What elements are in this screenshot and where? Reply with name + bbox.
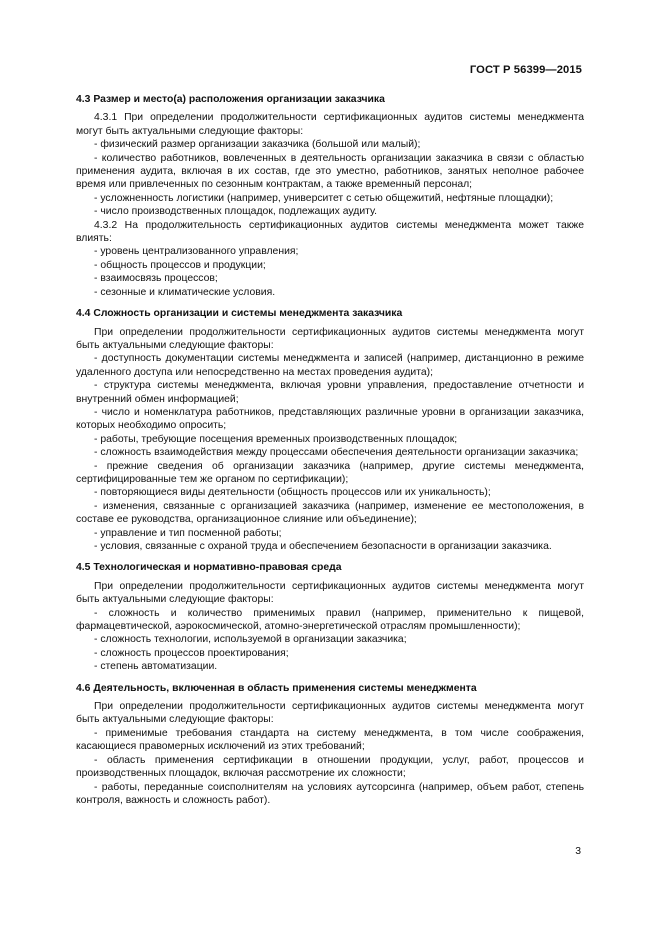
list-item: - условия, связанные с охраной труда и обеспечением безопасности в организации заказчика. bbox=[94, 541, 552, 552]
list-item: - область применения сертификации в отношении продукции, услуг, работ, процессов и производственных площадок, включая рассмотрение их сложности; bbox=[76, 754, 584, 780]
list-item: - сложность взаимодействия между процессами обеспечения деятельности организации заказчика; bbox=[94, 447, 579, 459]
section-4-4 bbox=[76, 307, 584, 553]
list-item: - прежние сведения об организации заказчика (например, другие системы менеджмента, сертифицированные тем же органом по сертификации); bbox=[76, 460, 584, 485]
list-item: - применимые требования стандарта на систему менеджмента, в том числе соображения, касающиеся правомерных исключений из этих требований; bbox=[76, 727, 584, 753]
list-item: - сложность и количество применимых правил (например, применительно к пищевой, фармацевтической, аэрокосмической, атомно-энергетической отраслям промышленности); bbox=[76, 607, 584, 633]
list-item: - структура системы менеджмента, включая уровни управления, предоставление отчетности и внутренний обмен информацией; bbox=[76, 380, 584, 405]
paragraph: При определении продолжительности сертификационных аудитов системы менеджмента могут быть актуальными следующие факторы: bbox=[76, 580, 584, 606]
list-item: - уровень централизованного управления; bbox=[94, 246, 299, 258]
document-designation: ГОСТ Р 56399—2015 bbox=[469, 64, 582, 76]
section-heading: 4.5 Технологическая и нормативно-правовая среда bbox=[76, 562, 342, 574]
list-item: - изменения, связанные с организацией заказчика (например, изменение ее местоположения, в составе ее руководства, организационное слияние или объединение); bbox=[76, 500, 584, 526]
paragraph: При определении продолжительности сертификационных аудитов системы менеджмента могут быть актуальными следующие факторы: bbox=[76, 326, 584, 351]
section-4-6 bbox=[76, 682, 584, 808]
list-item: - физический размер организации заказчика (большой или малый); bbox=[94, 139, 421, 151]
paragraph: 4.3.2 На продолжительность сертификационных аудитов системы менеджмента может также влиять: bbox=[76, 219, 584, 245]
document-body bbox=[76, 93, 584, 815]
list-item: - работы, переданные соисполнителям на условиях аутсорсинга (например, объем работ, степень контроля, важность и сложность работ). bbox=[76, 781, 584, 806]
list-item: - повторяющиеся виды деятельности (общность процессов или их уникальность); bbox=[94, 487, 491, 499]
section-heading: 4.3 Размер и место(а) расположения организации заказчика bbox=[76, 94, 385, 105]
list-item: - работы, требующие посещения временных производственных площадок; bbox=[94, 433, 458, 445]
list-item: - сезонные и климатические условия. bbox=[94, 286, 276, 298]
list-item: - усложненность логистики (например, университет с сетью общежитий, нефтяные площадки); bbox=[94, 192, 554, 204]
section-4-5 bbox=[76, 561, 584, 673]
list-item: - сложность процессов проектирования; bbox=[94, 647, 289, 659]
list-item: - взаимосвязь процессов; bbox=[94, 273, 218, 285]
page-number: 3 bbox=[575, 846, 581, 857]
paragraph: При определении продолжительности сертификационных аудитов системы менеджмента могут быть актуальными следующие факторы: bbox=[76, 701, 584, 726]
section-heading: 4.6 Деятельность, включенная в область применения системы менеджмента bbox=[76, 682, 477, 694]
list-item: - сложность технологии, используемой в организации заказчика; bbox=[94, 634, 407, 646]
section-heading: 4.4 Сложность организации и системы менеджмента заказчика bbox=[76, 308, 403, 320]
section-4-3 bbox=[76, 93, 584, 299]
list-item: - общность процессов и продукции; bbox=[94, 259, 266, 271]
list-item: - количество работников, вовлеченных в деятельность организации заказчика в связи с областью применения аудита, включая в их состав, где это уместно, работников, занятых неполное рабочее время или привлеченных по сезонным контрактам, а также временный персонал; bbox=[76, 152, 584, 191]
list-item: - степень автоматизации. bbox=[94, 661, 218, 673]
list-item: - управление и тип посменной работы; bbox=[94, 527, 282, 539]
paragraph: 4.3.1 При определении продолжительности сертификационных аудитов системы менеджмента могут быть актуальными следующие факторы: bbox=[76, 112, 584, 137]
list-item: - доступность документации системы менеджмента и записей (например, дистанционно в режиме удаленного доступа или непосредственно на местах проведения аудита); bbox=[76, 353, 584, 378]
list-item: - число и номенклатура работников, представляющих различные уровни в организации заказчика, которых необходимо опросить; bbox=[76, 406, 584, 432]
list-item: - число производственных площадок, подлежащих аудиту. bbox=[94, 206, 378, 218]
